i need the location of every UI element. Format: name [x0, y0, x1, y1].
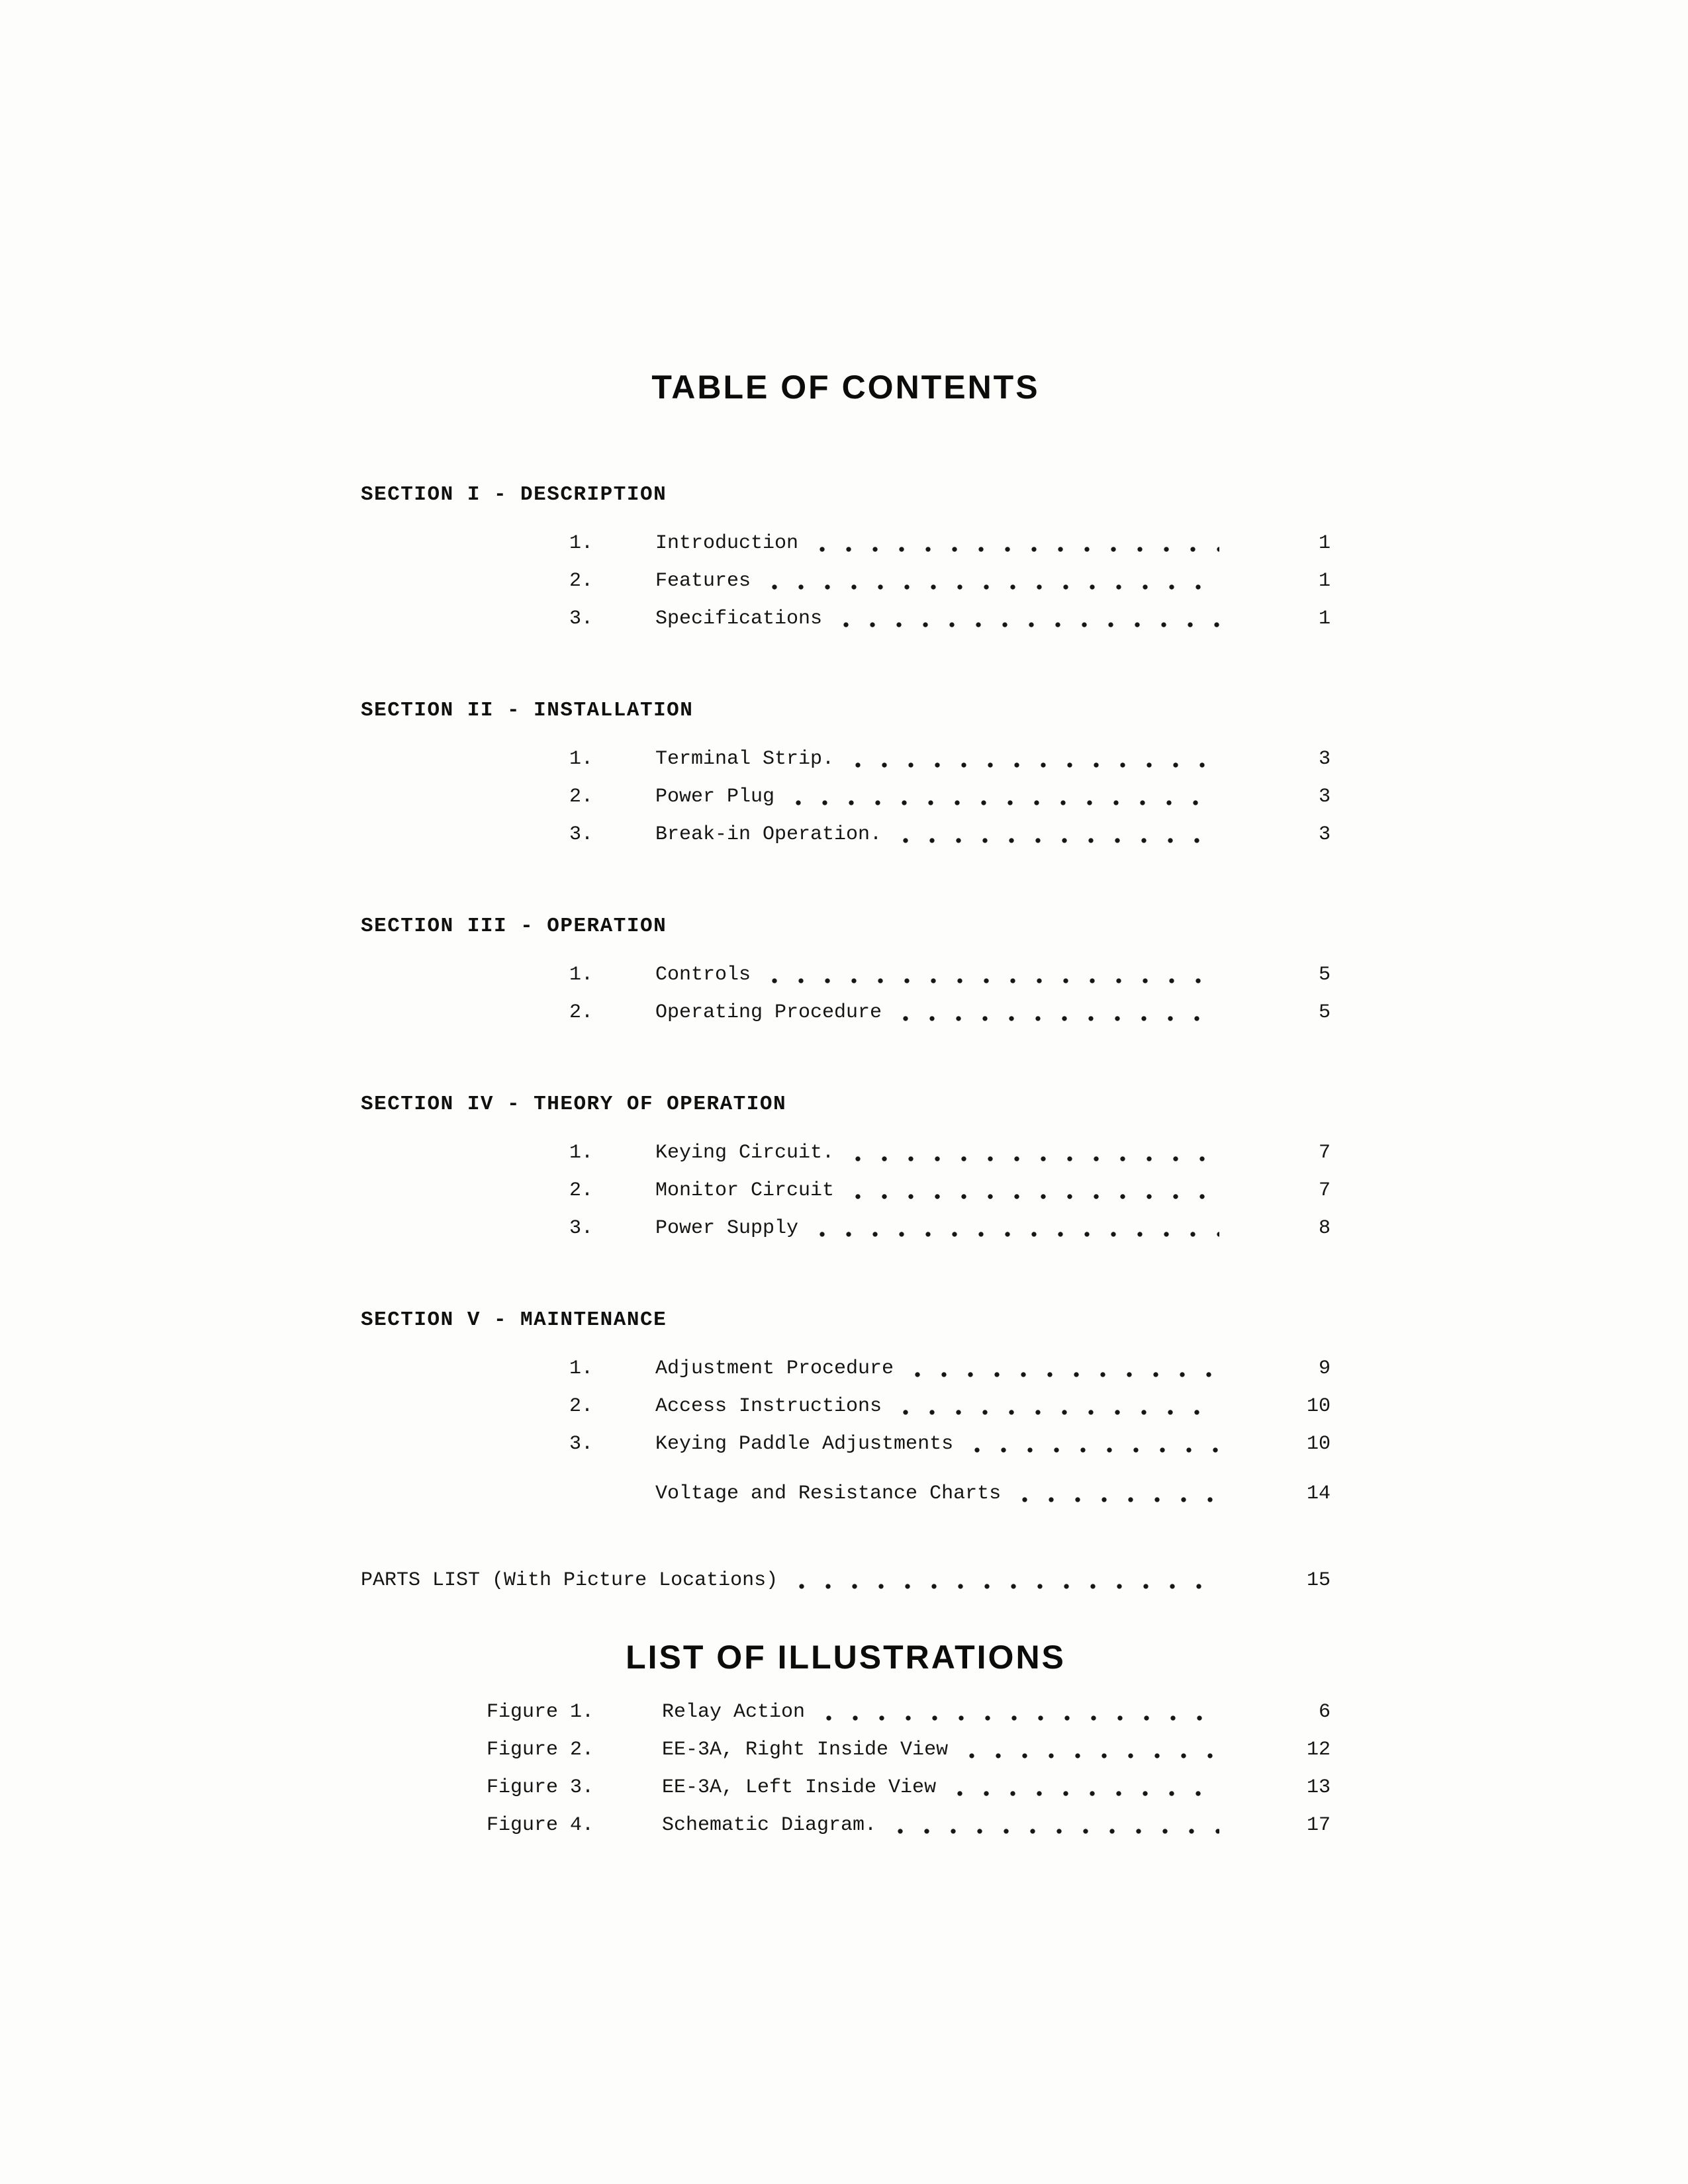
- page-number: 3: [1318, 823, 1331, 846]
- section-name: OPERATION: [547, 915, 667, 938]
- illustrations-title: LIST OF ILLUSTRATIONS: [626, 1639, 1066, 1676]
- dot-leader: [957, 1731, 1219, 1769]
- page-number: 3: [1318, 786, 1331, 808]
- figure-label: Figure 1.: [487, 1701, 594, 1723]
- page-number: 8: [1318, 1217, 1331, 1240]
- row-title: Power Supply: [655, 1217, 799, 1240]
- section-label: SECTION III: [361, 915, 508, 938]
- toc-row: [361, 778, 1331, 816]
- dot-leader: [784, 778, 1219, 816]
- figure-row: [361, 1731, 1331, 1769]
- section-name: DESCRIPTION: [520, 483, 667, 506]
- toc-section: [361, 1093, 1331, 1248]
- section-separator: -: [507, 1093, 521, 1116]
- row-number: 1.: [569, 964, 594, 986]
- row-number: [569, 1475, 655, 1513]
- toc-row: [361, 1475, 1331, 1513]
- row-title: EE-3A, Left Inside View: [662, 1776, 937, 1799]
- dot-leader: [843, 1134, 1219, 1172]
- toc-sections: [361, 483, 1331, 1513]
- page-number: 5: [1318, 964, 1331, 986]
- row-title: Relay Action: [662, 1701, 806, 1723]
- toc-section: [361, 699, 1331, 854]
- dot-leader: [808, 525, 1219, 563]
- toc-row: [361, 1210, 1331, 1248]
- row-number: 1.: [569, 1142, 594, 1164]
- page-number: 6: [1318, 1701, 1331, 1723]
- row-number: 1.: [569, 1357, 594, 1380]
- section-separator: -: [520, 915, 534, 938]
- section-heading: [361, 915, 1331, 938]
- toc-row: [361, 1350, 1331, 1388]
- toc-section: [361, 1308, 1331, 1513]
- dot-leader: [1010, 1475, 1219, 1513]
- section-label: SECTION V: [361, 1308, 481, 1332]
- page-number: 9: [1318, 1357, 1331, 1380]
- section-name: INSTALLATION: [534, 699, 694, 722]
- row-number: 1.: [569, 748, 594, 770]
- figure-row: [361, 1769, 1331, 1807]
- page-number: 3: [1318, 748, 1331, 770]
- section-heading: [361, 1308, 1331, 1332]
- section-items: [361, 1350, 1331, 1513]
- page-number: 15: [1306, 1569, 1331, 1592]
- section-name: THEORY OF OPERATION: [534, 1093, 787, 1116]
- toc-row: [361, 956, 1331, 994]
- parts-list-row: [361, 1562, 1331, 1600]
- row-number: 2.: [569, 570, 594, 592]
- row-title: Power Plug: [655, 786, 775, 808]
- dot-leader: [814, 1694, 1219, 1731]
- toc-section: [361, 483, 1331, 638]
- page-number: 17: [1306, 1814, 1331, 1837]
- row-number: 3.: [569, 823, 594, 846]
- row-title: Voltage and Resistance Charts: [655, 1482, 1002, 1505]
- illustrations-title-wrap: [361, 1638, 1331, 1676]
- dot-leader: [903, 1350, 1219, 1388]
- dot-leader: [891, 816, 1219, 854]
- dot-leader: [891, 1388, 1219, 1426]
- page-content: [361, 368, 1331, 1844]
- section-label: SECTION I: [361, 483, 481, 506]
- page-number: 7: [1318, 1179, 1331, 1202]
- row-title: Monitor Circuit: [655, 1179, 835, 1202]
- row-number: 2.: [569, 1395, 594, 1418]
- section-label: SECTION IV: [361, 1093, 494, 1116]
- row-number: 2.: [569, 1001, 594, 1024]
- parts-list-title: PARTS LIST (With Picture Locations): [361, 1569, 778, 1592]
- toc-row: [361, 741, 1331, 778]
- row-title: EE-3A, Right Inside View: [662, 1739, 949, 1761]
- toc-row: [361, 1172, 1331, 1210]
- section-separator: -: [493, 483, 508, 506]
- row-title: Introduction: [655, 532, 799, 555]
- page-number: 7: [1318, 1142, 1331, 1164]
- section-heading: [361, 699, 1331, 722]
- section-label: SECTION II: [361, 699, 494, 722]
- toc-row: [361, 525, 1331, 563]
- page-number: 12: [1306, 1739, 1331, 1761]
- row-title: Break-in Operation.: [655, 823, 882, 846]
- section-heading: [361, 1093, 1331, 1116]
- dot-leader: [760, 956, 1219, 994]
- toc-row: [361, 1426, 1331, 1463]
- dot-leader: [808, 1210, 1219, 1248]
- section-items: [361, 1134, 1331, 1248]
- figure-list: [361, 1694, 1331, 1844]
- page-number: 5: [1318, 1001, 1331, 1024]
- figure-label: Figure 2.: [487, 1739, 594, 1761]
- row-title: Access Instructions: [655, 1395, 882, 1418]
- page-number: 1: [1318, 608, 1331, 630]
- toc-row: [361, 816, 1331, 854]
- section-separator: -: [507, 699, 521, 722]
- row-number: 2.: [569, 1179, 594, 1202]
- row-number: 2.: [569, 786, 594, 808]
- row-title: Schematic Diagram.: [662, 1814, 877, 1837]
- figure-row: [361, 1694, 1331, 1731]
- row-title: Features: [655, 570, 751, 592]
- dot-leader: [760, 563, 1219, 600]
- section-separator: -: [493, 1308, 508, 1332]
- figure-row: [361, 1807, 1331, 1844]
- row-title: Controls: [655, 964, 751, 986]
- dot-leader: [843, 1172, 1219, 1210]
- row-title: Adjustment Procedure: [655, 1357, 894, 1380]
- dot-leader: [843, 741, 1219, 778]
- page-number: 14: [1306, 1482, 1331, 1505]
- row-number: 3.: [569, 1217, 594, 1240]
- section-items: [361, 525, 1331, 638]
- dot-leader: [962, 1426, 1219, 1463]
- section-items: [361, 956, 1331, 1032]
- figure-label: Figure 3.: [487, 1776, 594, 1799]
- row-title: Terminal Strip.: [655, 748, 835, 770]
- row-title: Keying Paddle Adjustments: [655, 1433, 954, 1455]
- toc-row: [361, 563, 1331, 600]
- toc-row: [361, 1388, 1331, 1426]
- toc-row: [361, 600, 1331, 638]
- dot-leader: [891, 994, 1219, 1032]
- figure-label: Figure 4.: [487, 1814, 594, 1837]
- section-name: MAINTENANCE: [520, 1308, 667, 1332]
- toc-section: [361, 915, 1331, 1032]
- row-title: Specifications: [655, 608, 823, 630]
- toc-row: [361, 1134, 1331, 1172]
- section-heading: [361, 483, 1331, 506]
- dot-leader: [787, 1562, 1219, 1600]
- page-number: 10: [1306, 1433, 1331, 1455]
- dot-leader: [886, 1807, 1219, 1844]
- row-title: Operating Procedure: [655, 1001, 882, 1024]
- section-items: [361, 741, 1331, 854]
- dot-leader: [831, 600, 1219, 638]
- page-number: 1: [1318, 532, 1331, 555]
- page-number: 13: [1306, 1776, 1331, 1799]
- toc-row: [361, 994, 1331, 1032]
- page-number: 1: [1318, 570, 1331, 592]
- row-number: 1.: [569, 532, 594, 555]
- row-title: Keying Circuit.: [655, 1142, 835, 1164]
- dot-leader: [945, 1769, 1219, 1807]
- row-number: 3.: [569, 1433, 594, 1455]
- page-number: 10: [1306, 1395, 1331, 1418]
- row-number: 3.: [569, 608, 594, 630]
- toc-title: TABLE OF CONTENTS: [651, 369, 1040, 406]
